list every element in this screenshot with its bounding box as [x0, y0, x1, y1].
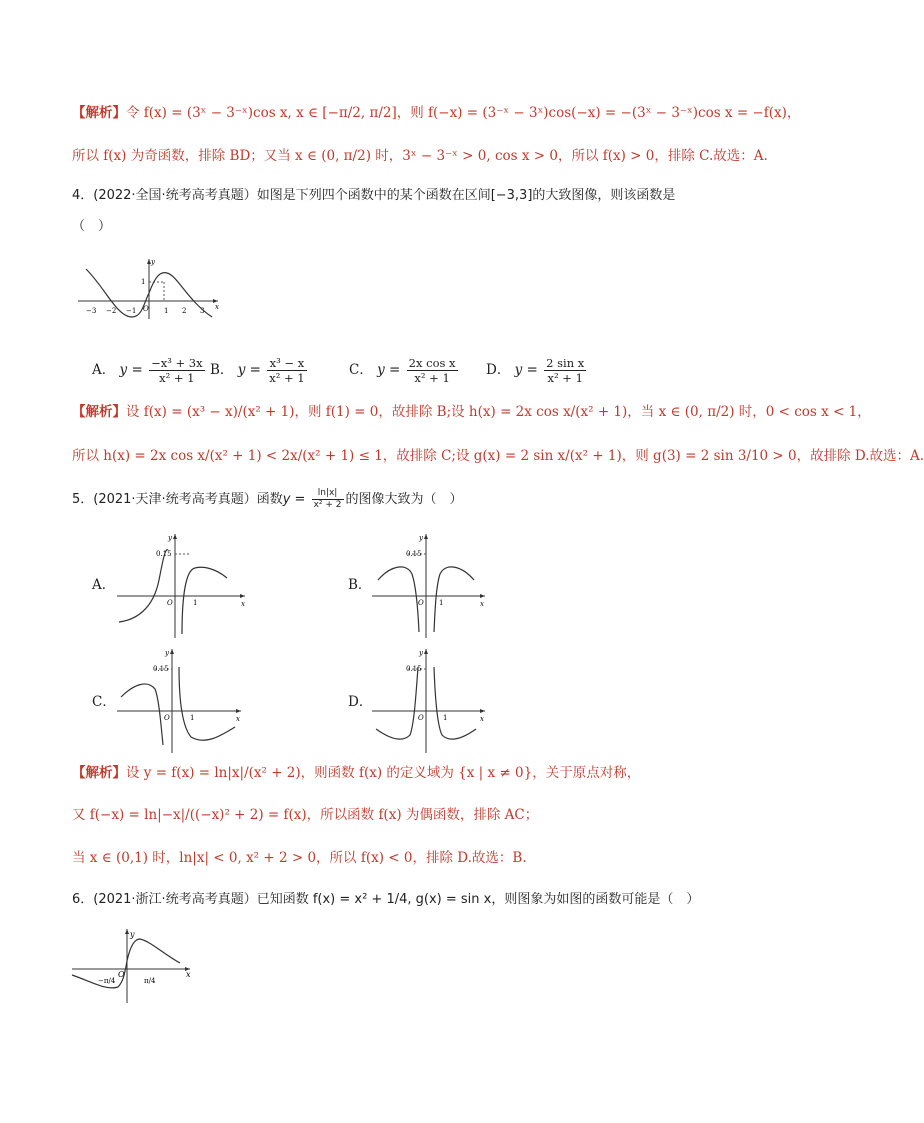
svg-text:O: O: [418, 599, 424, 607]
q4-origin-label: O: [143, 305, 149, 313]
analysis-text: 设 f(x) = (x³ − x)/(x² + 1)，则 f(1) = 0，故排除 B;设 h(x) = 2x cos x/(x² + 1)，当 x ∈ (0, π/2) 时，0 < cos x < 1，: [126, 404, 871, 420]
svg-text:x: x: [480, 715, 484, 723]
q4-graph: [72, 255, 222, 320]
q4-paren: （ ）: [72, 219, 112, 234]
svg-text:−π/4: −π/4: [98, 977, 116, 985]
q4-option-d[interactable]: D． y = $\frac{\text{2 sin x}}{\text{x² + 1}}$: [486, 356, 585, 385]
svg-text:O: O: [167, 599, 173, 607]
svg-text:1: 1: [443, 714, 448, 722]
svg-text:y: y: [419, 649, 423, 657]
q4-tick-label: 3: [200, 307, 205, 315]
q4-analysis-line2: 所以 h(x) = 2x cos x/(x² + 1) < 2x/(x² + 1) ≤ 1，故排除 C;设 g(x) = 2 sin x/(x² + 1)，则 g(3) = 2 sin 3/10 > 0，故排除 D.故选：A.: [72, 448, 924, 464]
svg-text:1: 1: [193, 599, 198, 607]
q4-y-tick-label: 1: [141, 278, 146, 286]
svg-text:1: 1: [190, 714, 195, 722]
q4-tick-label: 2: [182, 307, 187, 315]
svg-text:x: x: [241, 600, 245, 608]
q4-analysis-line1: [72, 402, 871, 422]
q4-option-a[interactable]: A． y = $\frac{\text{−x³ + 3x}}{\text{x² + 1}}$: [92, 356, 203, 385]
svg-text:y: y: [130, 930, 135, 939]
q4-option-c[interactable]: C． y = $\frac{\text{2x cos x}}{\text{x² + 1}}$: [349, 356, 456, 385]
q5-graph-b: [370, 530, 490, 640]
svg-text:π/4: π/4: [144, 977, 156, 985]
svg-text:O: O: [118, 970, 125, 979]
svg-text:O: O: [418, 714, 424, 722]
svg-text:x: x: [186, 970, 191, 979]
svg-text:x: x: [236, 715, 240, 723]
analysis-tag: 【解析】: [72, 105, 126, 121]
q4-y-label: y: [151, 258, 155, 266]
q5-graph-a: [115, 530, 250, 640]
q3-analysis-line2: 所以 f(x) 为奇函数，排除 BD；又当 x ∈ (0, π/2) 时，3ˣ − 3⁻ˣ > 0, cos x > 0，所以 f(x) > 0，排除 C.故选：A.: [72, 148, 768, 164]
q5-option-c[interactable]: C．: [92, 694, 116, 710]
q4-stem: 4．(2022·全国·统考高考真题）如图是下列四个函数中的某个函数在区间[−3,3]的大致图像，则该函数是: [72, 188, 676, 203]
svg-text:1: 1: [439, 599, 444, 607]
analysis-text: 设 y = f(x) = ln|x|/(x² + 2)，则函数 f(x) 的定义域为 {x | x ≠ 0}，关于原点对称，: [126, 765, 641, 781]
q5-stem: 5．(2021·天津·统考高考真题）函数y = $\frac{\ln|x|}{\text{x² + 2}}$ 的图像大致为（ ）: [72, 488, 463, 510]
svg-text:y: y: [168, 534, 172, 542]
q4-tick-label: 1: [164, 307, 169, 315]
q5-analysis-line2: 又 f(−x) = ln|−x|/((−x)² + 2) = f(x)，所以函数 f(x) 为偶函数，排除 AC；: [72, 807, 539, 823]
analysis-text: 令 f(x) = (3ˣ − 3⁻ˣ)cos x, x ∈ [−π/2, π/2]，则 f(−x) = (3⁻ˣ − 3ˣ)cos(−x) = −(3ˣ − 3⁻ˣ)cos x = −f(x)，: [126, 105, 801, 121]
svg-text:O: O: [164, 714, 170, 722]
q5-analysis-line1: [72, 763, 640, 783]
q3-analysis-line1: [72, 103, 800, 123]
q6-stem: 6．(2021·浙江·统考高考真题）已知函数 f(x) = x² + 1/4, g(x) = sin x，则图象为如图的函数可能是（ ）: [72, 892, 700, 907]
q4-tick-label: −2: [106, 307, 117, 315]
q4-tick-label: −3: [86, 307, 97, 315]
q5-option-b[interactable]: B．: [348, 577, 372, 593]
svg-text:y: y: [419, 534, 423, 542]
q5-graph-d: [370, 645, 490, 755]
analysis-tag: 【解析】: [72, 765, 126, 781]
svg-text:0.15: 0.15: [156, 550, 172, 558]
q4-tick-label: −1: [126, 307, 137, 315]
q6-graph: [70, 925, 195, 1005]
analysis-tag: 【解析】: [72, 404, 126, 420]
svg-text:0.15: 0.15: [406, 550, 422, 558]
svg-text:0.15: 0.15: [406, 665, 422, 673]
q5-graph-c: [115, 645, 250, 755]
q4-x-label: x: [215, 303, 219, 311]
svg-text:0.15: 0.15: [153, 665, 169, 673]
q5-analysis-line3: 当 x ∈ (0,1) 时，ln|x| < 0, x² + 2 > 0，所以 f(x) < 0，排除 D.故选：B.: [72, 850, 527, 866]
svg-text:y: y: [165, 649, 169, 657]
q5-option-d[interactable]: D．: [348, 694, 373, 710]
q5-option-a[interactable]: A．: [92, 577, 116, 593]
q4-option-b[interactable]: B． y = $\frac{\text{x³ − x}}{\text{x² + 1}}$: [210, 356, 305, 385]
svg-text:x: x: [480, 600, 484, 608]
